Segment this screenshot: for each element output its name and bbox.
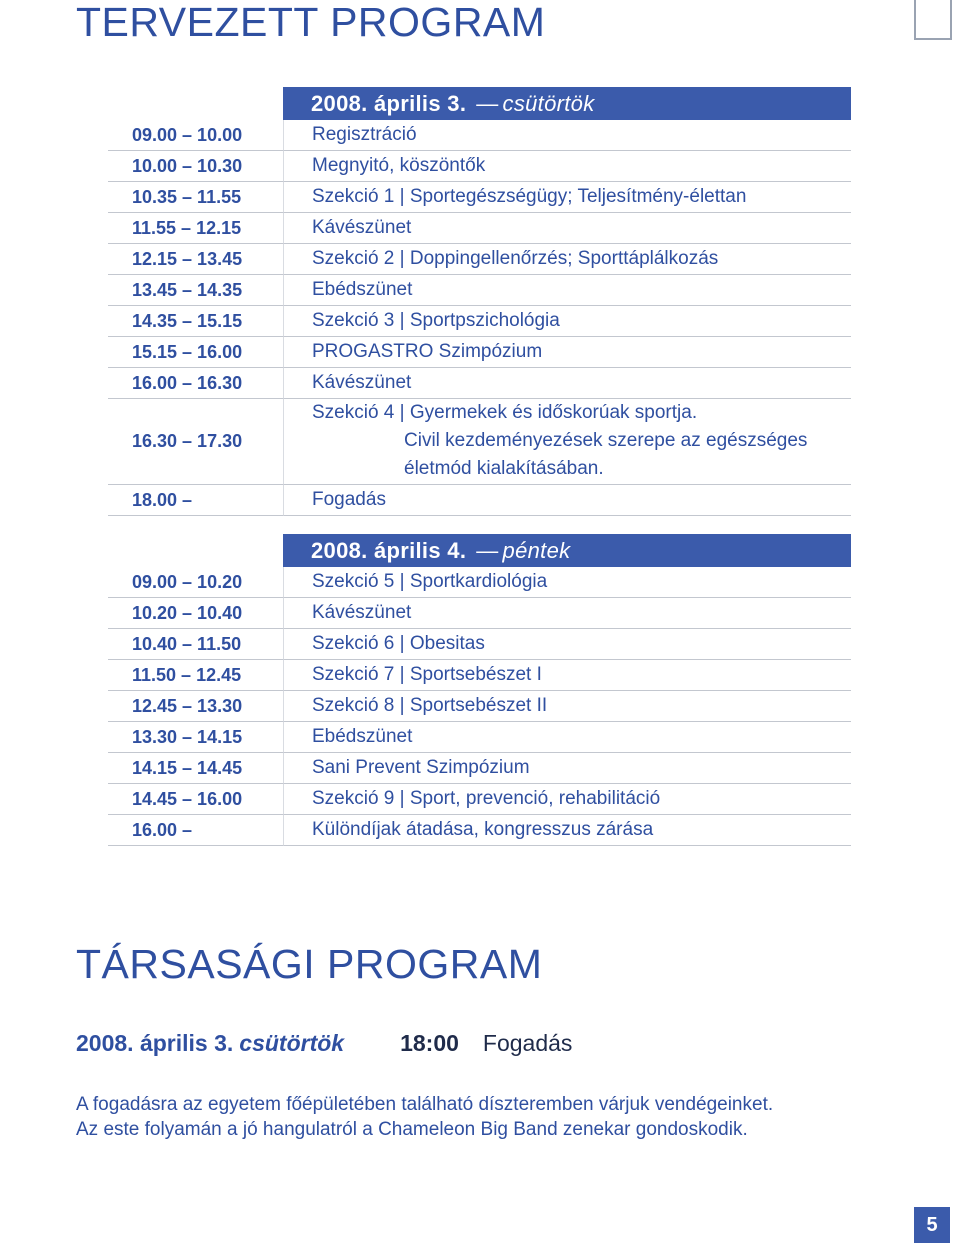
- time-slot: 15.15 – 16.00: [108, 337, 283, 368]
- schedule-row: [108, 368, 851, 399]
- schedule-row: [108, 275, 851, 306]
- schedule-row: [108, 337, 851, 368]
- event-name: [283, 399, 851, 485]
- schedule-row: [108, 120, 851, 151]
- schedule-row: [108, 753, 851, 784]
- event-line: Civil kezdeményezések szerepe az egészséges: [404, 430, 808, 451]
- schedule-row: [108, 784, 851, 815]
- time-slot: 10.35 – 11.55: [108, 182, 283, 213]
- day-header: [108, 87, 851, 120]
- schedule-row: [108, 306, 851, 337]
- schedule-row: [108, 399, 851, 485]
- dash: —: [476, 538, 499, 563]
- schedule-row: [108, 722, 851, 753]
- description-line: A fogadásra az egyetem főépületében található díszteremben várjuk vendégeinket.: [76, 1094, 774, 1115]
- event-name: Szekció 8 | Sportsebészet II: [283, 691, 851, 722]
- dash: —: [476, 91, 499, 116]
- event-name: Sani Prevent Szimpózium: [283, 753, 851, 784]
- event-name: PROGASTRO Szimpózium: [283, 337, 851, 368]
- event-name: Kávészünet: [283, 368, 851, 399]
- event-name: Szekció 6 | Obesitas: [283, 629, 851, 660]
- schedule-row: [108, 151, 851, 182]
- event-name: Szekció 5 | Sportkardiológia: [283, 567, 851, 598]
- event-name: Különdíjak átadása, kongresszus zárása: [283, 815, 851, 846]
- event-name: Szekció 1 | Sportegészségügy; Teljesítmény-élettan: [283, 182, 851, 213]
- event-name: Szekció 7 | Sportsebészet I: [283, 660, 851, 691]
- day-header: [108, 534, 851, 567]
- page-number: 5: [914, 1207, 950, 1243]
- schedule-row: [108, 691, 851, 722]
- schedule-row: [108, 567, 851, 598]
- schedule-row: [108, 244, 851, 275]
- time-slot: 12.15 – 13.45: [108, 244, 283, 275]
- schedule-row: [108, 629, 851, 660]
- time-slot: 14.15 – 14.45: [108, 753, 283, 784]
- corner-decoration: [914, 0, 952, 40]
- time-slot: 14.35 – 15.15: [108, 306, 283, 337]
- schedule-row: [108, 182, 851, 213]
- schedule-row: [108, 213, 851, 244]
- event-name: Szekció 3 | Sportpszichológia: [283, 306, 851, 337]
- schedule-row: [108, 660, 851, 691]
- social-event-line: [76, 1030, 572, 1057]
- event-line: Szekció 4 | Gyermekek és időskorúak sportja.: [312, 402, 698, 423]
- schedule-row: [108, 485, 851, 516]
- section-title: TÁRSASÁGI PROGRAM: [76, 941, 543, 987]
- page-title: TERVEZETT PROGRAM: [76, 0, 546, 45]
- time-slot: 16.00 – 16.30: [108, 368, 283, 399]
- event-name: Ebédszünet: [283, 275, 851, 306]
- time-slot: 11.55 – 12.15: [108, 213, 283, 244]
- social-time: 18:00: [400, 1030, 459, 1056]
- time-slot: 09.00 – 10.20: [108, 567, 283, 598]
- time-slot: 10.00 – 10.30: [108, 151, 283, 182]
- event-name: Kávészünet: [283, 213, 851, 244]
- event-name: Megnyitó, köszöntők: [283, 151, 851, 182]
- time-slot: 13.45 – 14.35: [108, 275, 283, 306]
- day-date: 2008. április 3.: [311, 91, 467, 116]
- day-header-bar: [283, 534, 851, 567]
- event-name: Regisztráció: [283, 120, 851, 151]
- day-weekday: péntek: [502, 538, 571, 563]
- day-header-bar: [283, 87, 851, 120]
- event-line: életmód kialakításában.: [404, 458, 604, 479]
- time-slot: 12.45 – 13.30: [108, 691, 283, 722]
- event-name: Kávészünet: [283, 598, 851, 629]
- day-schedule-2: [108, 534, 851, 846]
- social-date: 2008. április 3.: [76, 1030, 234, 1056]
- schedule-row: [108, 598, 851, 629]
- time-slot: 10.20 – 10.40: [108, 598, 283, 629]
- day-schedule-1: [108, 87, 851, 516]
- schedule-row: [108, 815, 851, 846]
- day-date: 2008. április 4.: [311, 538, 467, 563]
- time-slot: 16.30 – 17.30: [108, 399, 283, 485]
- time-slot: 14.45 – 16.00: [108, 784, 283, 815]
- day-weekday: csütörtök: [502, 91, 595, 116]
- time-slot: 09.00 – 10.00: [108, 120, 283, 151]
- time-slot: 18.00 –: [108, 485, 283, 516]
- description-line: Az este folyamán a jó hangulatról a Chameleon Big Band zenekar gondoskodik.: [76, 1119, 748, 1140]
- social-weekday: csütörtök: [239, 1030, 345, 1056]
- event-name: Szekció 2 | Doppingellenőrzés; Sporttáplálkozás: [283, 244, 851, 275]
- social-event: Fogadás: [482, 1030, 573, 1056]
- time-slot: 13.30 – 14.15: [108, 722, 283, 753]
- event-name: Szekció 9 | Sport, prevenció, rehabilitáció: [283, 784, 851, 815]
- social-description: [76, 1092, 773, 1142]
- event-name: Fogadás: [283, 485, 851, 516]
- time-slot: 16.00 –: [108, 815, 283, 846]
- time-slot: 11.50 – 12.45: [108, 660, 283, 691]
- event-name: Ebédszünet: [283, 722, 851, 753]
- time-slot: 10.40 – 11.50: [108, 629, 283, 660]
